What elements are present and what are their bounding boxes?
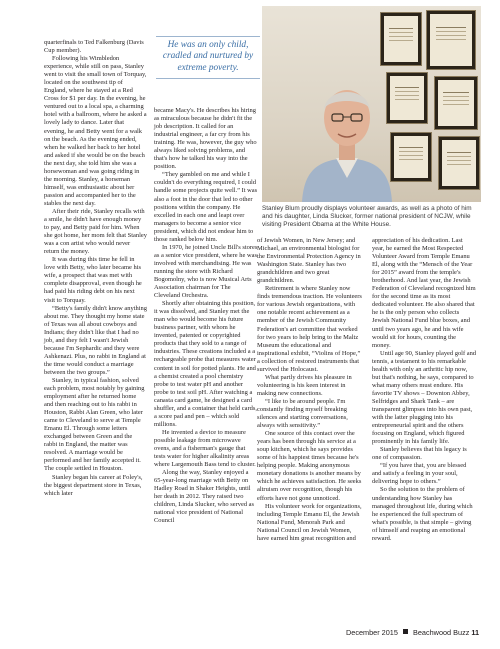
award-plaque [438, 136, 480, 190]
paragraph: Stanley, in typical fashion, solved each problem, most notably by gaining employment after he returned home and then reaching out to his rabbi in Houston, Rabbi Alan Green, who later came to Cleveland to serve at Temple Emanu El. Through some letters exchanged between Green and the rabbi in England, the matter was resolved. A marriage would be performed and her family accepted it. The couple settled in Houston. [44, 376, 145, 473]
paragraph: of Jewish Women, in New Jersey; and Michael, an environmental biologist for the Environmental Protection Agency in Washington State. Stanley has two grandchildren and two great grandchildren. [257, 237, 361, 285]
award-plaque [426, 10, 476, 70]
paragraph: became Macy's. He describes his hiring as miraculous because he didn't fit the job description. It called for an industrial engineer, a far cry from his training. He was, however, the guy who always liked solving problems, and that's how he talked his way into the position. [154, 107, 257, 171]
paragraph: Until age 90, Stanley played golf and tennis, a testament to his remarkable health with only an arthritic hip now, but that's nothing, he says, compared to what many others must endure. His favorite TV shows – Downton Abbey, Selfridges and Shark Tank – are transparent glimpses into his own past, with the latter plugging into his entrepreneurial spirit and the others focusing on England, which figured prominently in his family life. [372, 349, 477, 446]
award-plaque [380, 12, 422, 66]
paragraph: It was during this time he fell in love with Betty, who later became his wife, a prospect that was met with complete disapproval, even though he had paid his riding debt on his next visit to Torquay. [44, 256, 142, 304]
paragraph: Following his Wimbledon experience, while still on pass, Stanley went to visit the small town of Torquay, located on the southwest tip of England, where he stayed at a Red Cross for $1 per day. In the evening, he ventured out to a local spa, a charming hotel with a ballroom, where he asked a lovely lady to dance. Later that evening, he and Betty went for a walk on the beach. As the evening ended, when he walked her back to her hotel and asked if she would be on the beach the next day, she told him she was a horsewoman and was going riding in the morning. Stanley, a horseman himself, was enthusiastic about her passion and accompanied her to the stables the next day. [44, 55, 147, 207]
article-column-1 [44, 39, 147, 498]
page-footer [346, 628, 486, 637]
article-photo [262, 6, 481, 202]
issue-date: December 2015 [346, 628, 398, 637]
separator-square-icon [403, 629, 408, 634]
paragraph: After their ride, Stanley recalls with a smile, he didn't have enough money to pay, and Betty paid for him. When she got home, her mom felt that Stanley was a con artist who would never return the money. [44, 207, 147, 256]
photo-caption: Stanley Blum proudly displays volunteer awards, as well as a photo of him and his daughter, Linda Slucker, former national president of NCJW, while visiting President Obama at the White House. [262, 205, 472, 229]
publication-name: Beachwood Buzz [412, 628, 470, 637]
paragraph: Along the way, Stanley enjoyed a 65-year-long marriage with Betty on Hadley Road in Shaker Heights, until her death in 2012. They raised two children, Linda Slucker, who served as national vice president of National Council [154, 469, 255, 525]
paragraph: Shortly after obtaining this position, it was dissolved, and Stanley met the man who would become his future business partner, with whom he invented, patented or copyrighted products that they sold to a range of industries. These creations included a a rechargeable probe that measures water content in soil for potted plants. He and a chemist created a pool chemistry probe to test water pH and another probe to test soil pH. After watching a canasta card game, he designed a card shuffler, and a container that held cards, a score pad and pen – which sold millions. [154, 300, 257, 428]
paragraph: “They gambled on me and while I couldn't do everything required, I could handle some projects quite well.” It was also a foot in the door that led to other positions within the company. He excelled in each one and leapt over managers to become a senior vice president, which did not endear him to those ranked below him. [154, 171, 258, 243]
article-column-4 [372, 237, 476, 543]
award-plaque [434, 76, 478, 130]
paragraph: He invented a device to measure possible leakage from microwave ovens, and a fisherman's gauge that tests water for higher alkalinity areas where Largemouth Bass tend to cluster. [154, 428, 256, 469]
paragraph: quarterfinals to Ted Falkenburg (Davis Cup member). [44, 39, 144, 55]
article-column-2 [154, 107, 258, 525]
paragraph: In 1970, he joined Uncle Bill's stores as a senior vice president, where he was involved with merchandising. He was running the store with Richard Bogomolny, who is now Musical Arts Association chairman for The Cleveland Orchestra. [154, 243, 258, 300]
paragraph: Stanley believes that his legacy is one of compassion. [372, 446, 467, 462]
paragraph: One source of this contact over the years has been through his service at a soup kitchen, which he says provides some of his happiest times because he's helping people. Making anonymous monetary donations is another means by which he achieves satisfaction. He seeks altruism over recognition, though his efforts have not gone unnoticed. [257, 430, 362, 502]
paragraph: “I like to be around people. I'm constantly finding myself breaking silences and starting conversations, always with sensitivity.” [257, 397, 348, 430]
paragraph: What partly drives his pleasure in volunteering is his keen interest in making new connections. [257, 373, 352, 397]
paragraph: “Betty's family didn't know anything about me. They thought my home state of Texas was all about cowboys and Indians; they didn't like that I had no job, and they felt I wasn't Jewish because I'm Sephardic and they were Ashkenazi. Plus, no rabbi in England at the time would conduct a marriage between the two groups.” [44, 304, 147, 376]
paragraph: appreciation of his dedication. Last year, he earned the Most Respected Volunteer Award from Temple Emanu El, along with the “Mensch of the Year for 2015” award from the temple's brotherhood. And last year, the Jewish Federation of Cleveland recognized him for the second time as its most dedicated volunteer. He also shared that he is the only person who collects Jewish National Fund blue boxes, and until two years ago, he and his wife would sit for hours, counting the money. [372, 237, 476, 349]
paragraph: So the solution to the problem of understanding how Stanley has managed throughout life, during which he experienced the full spectrum of what's possible, is that simple – giving of himself and reaping an emotional reward. [372, 486, 473, 542]
paragraph: “If you have that, you are blessed and satisfy a feeling in your soul, delivering hope to others.” [372, 462, 467, 486]
paragraph: His volunteer work for organizations, including Temple Emanu El, the Jewish National Fund, Menorah Park and National Council on Jewish Women, have earned him great recognition and [257, 502, 362, 542]
article-column-3 [257, 237, 363, 543]
pull-quote: He was an only child, cradled and nurtured by extreme poverty. [156, 36, 260, 79]
paragraph: Retirement is where Stanley now finds tremendous traction. He volunteers for various Jewish organizations, with one notable recent achievement as a member of the Jewish Community Federation's art committee that worked for two years to help bring to the Maltz Museum the educational and inspirational exhibit, “Violins of Hope,” a collection of restored instruments that survived the Holocaust. [257, 285, 362, 373]
man-portrait [292, 66, 402, 202]
paragraph: Stanley began his career at Foley's, the biggest department store in Texas, which later [44, 473, 143, 497]
page-number: 11 [471, 628, 480, 637]
